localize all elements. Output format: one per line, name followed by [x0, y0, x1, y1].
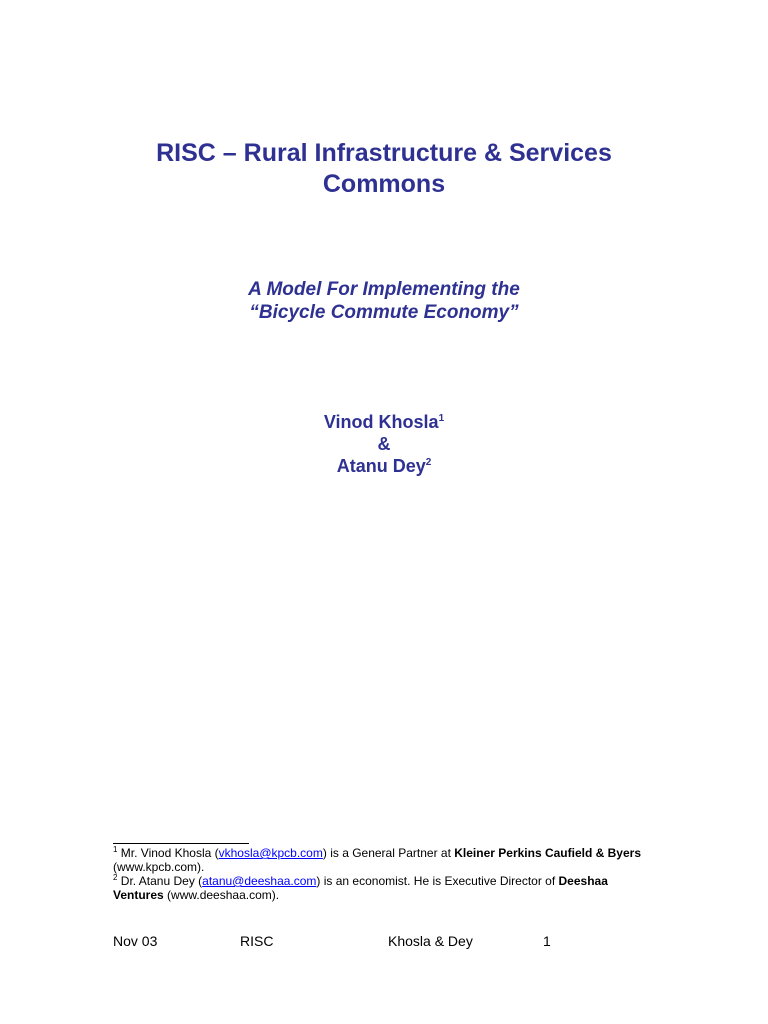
author-2-name: Atanu Dey: [336, 456, 426, 476]
subtitle-line-2: “Bicycle Commute Economy”: [249, 302, 519, 323]
footer-authors: Khosla & Dey: [388, 933, 473, 949]
author-block: [0, 411, 768, 477]
footnote-2: [113, 874, 643, 902]
footer-page-number: 1: [543, 933, 551, 949]
footnote-separator: [113, 843, 249, 844]
footnote-1-org: Kleiner Perkins Caufield & Byers: [454, 846, 641, 860]
author-2-footnote-ref[interactable]: 2: [425, 457, 432, 468]
footnote-1-suffix: (www.kpcb.com).: [113, 860, 205, 874]
author-2-line: [0, 455, 768, 477]
footnote-1: [113, 846, 643, 874]
footnote-1-middle: ) is a General Partner at: [322, 846, 455, 860]
author-1-name: Vinod Khosla: [323, 412, 439, 432]
subtitle-line-1: A Model For Implementing the: [248, 279, 520, 300]
footnote-2-org: Deeshaa Ventures: [113, 874, 608, 902]
author-1-line: [0, 411, 768, 433]
footnotes: [113, 846, 643, 902]
document-subtitle: [0, 278, 768, 324]
footnote-1-marker: 1: [113, 845, 118, 854]
title-line-1: RISC – Rural Infrastructure & Services: [156, 139, 612, 167]
footnote-1-email-link[interactable]: vkhosla@kpcb.com: [218, 846, 323, 860]
author-1-footnote-ref[interactable]: 1: [438, 413, 445, 424]
footer-short-title: RISC: [240, 933, 274, 949]
title-line-2: Commons: [322, 170, 446, 198]
footnote-2-suffix: (www.deeshaa.com).: [163, 888, 280, 902]
footnote-2-prefix: Dr. Atanu Dey (: [117, 874, 203, 888]
document-title: [0, 138, 768, 200]
page-footer: [0, 932, 768, 950]
footer-date: Nov 03: [113, 933, 158, 949]
footnote-2-middle: ) is an economist. He is Executive Director of: [316, 874, 559, 888]
author-conjunction: &: [377, 434, 391, 454]
footnote-1-prefix: Mr. Vinod Khosla (: [117, 846, 219, 860]
footnote-2-marker: 2: [113, 873, 118, 882]
footnote-2-email-link[interactable]: atanu@deeshaa.com: [202, 874, 317, 888]
